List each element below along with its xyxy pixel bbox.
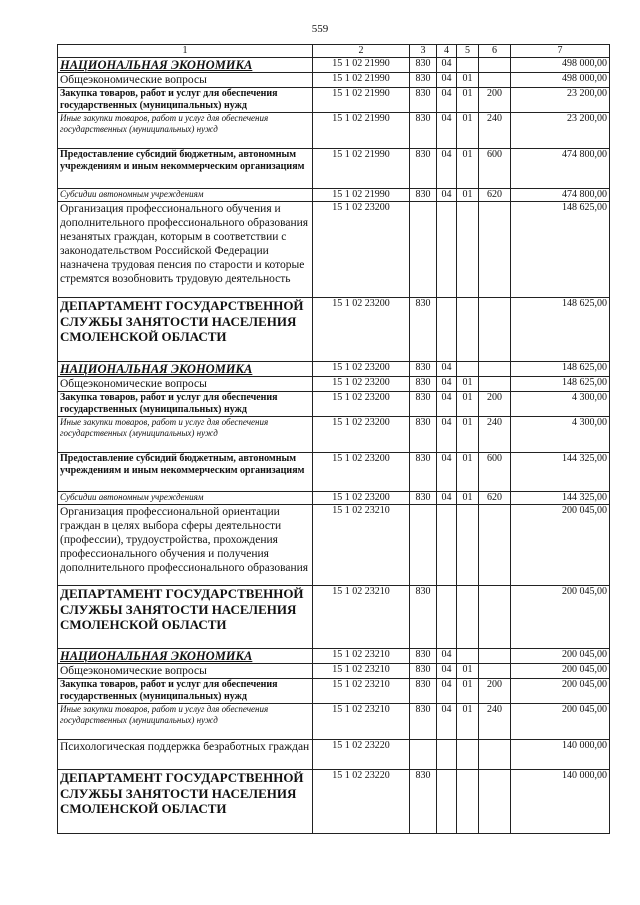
admin-code-cell: 830 [410, 189, 437, 202]
target-code-cell: 15 1 02 21990 [313, 73, 410, 88]
expense-kind-code-cell [479, 649, 511, 664]
target-code-cell: 15 1 02 23200 [313, 417, 410, 453]
expense-name-cell: Субсидии автономным учреждениям [58, 492, 313, 505]
expense-name-cell: Предоставление субсидий бюджетным, автономным учреждениям и иным некоммерческим организациям [58, 149, 313, 189]
target-code-cell: 15 1 02 23200 [313, 377, 410, 392]
subsection-code-cell: 01 [457, 189, 479, 202]
admin-code-cell: 830 [410, 377, 437, 392]
subsection-code-cell: 01 [457, 679, 479, 704]
expense-kind-code-cell [479, 202, 511, 298]
amount-cell: 148 625,00 [511, 202, 610, 298]
table-row [58, 362, 610, 377]
table-row [58, 392, 610, 417]
table-row [58, 417, 610, 453]
expense-name-cell: Иные закупки товаров, работ и услуг для обеспечения государственных (муниципальных) нужд [58, 113, 313, 149]
subsection-code-cell: 01 [457, 392, 479, 417]
target-code-cell: 15 1 02 21990 [313, 88, 410, 113]
expense-kind-code-cell: 600 [479, 453, 511, 492]
amount-cell: 148 625,00 [511, 377, 610, 392]
amount-cell: 498 000,00 [511, 58, 610, 73]
column-header: 7 [511, 45, 610, 58]
expense-name-cell: Закупка товаров, работ и услуг для обеспечения государственных (муниципальных) нужд [58, 392, 313, 417]
subsection-code-cell [457, 770, 479, 834]
amount-cell: 474 800,00 [511, 189, 610, 202]
expense-kind-code-cell [479, 586, 511, 649]
admin-code-cell: 830 [410, 770, 437, 834]
target-code-cell: 15 1 02 23220 [313, 740, 410, 770]
admin-code-cell: 830 [410, 649, 437, 664]
subsection-code-cell: 01 [457, 377, 479, 392]
section-code-cell [437, 298, 457, 362]
table-row [58, 505, 610, 586]
section-code-cell: 04 [437, 704, 457, 740]
column-header: 3 [410, 45, 437, 58]
table-row [58, 453, 610, 492]
admin-code-cell: 830 [410, 392, 437, 417]
subsection-code-cell: 01 [457, 492, 479, 505]
section-code-cell: 04 [437, 113, 457, 149]
subsection-code-cell: 01 [457, 73, 479, 88]
table-row [58, 189, 610, 202]
section-code-cell: 04 [437, 492, 457, 505]
subsection-code-cell: 01 [457, 664, 479, 679]
target-code-cell: 15 1 02 23210 [313, 586, 410, 649]
expense-kind-code-cell [479, 770, 511, 834]
target-code-cell: 15 1 02 23210 [313, 664, 410, 679]
amount-cell: 200 045,00 [511, 704, 610, 740]
expense-kind-code-cell [479, 298, 511, 362]
target-code-cell: 15 1 02 23210 [313, 704, 410, 740]
admin-code-cell: 830 [410, 58, 437, 73]
target-code-cell: 15 1 02 21990 [313, 58, 410, 73]
amount-cell: 140 000,00 [511, 770, 610, 834]
amount-cell: 148 625,00 [511, 362, 610, 377]
amount-cell: 200 045,00 [511, 664, 610, 679]
expense-name-cell: Общеэкономические вопросы [58, 73, 313, 88]
subsection-code-cell [457, 740, 479, 770]
target-code-cell: 15 1 02 23210 [313, 649, 410, 664]
section-code-cell: 04 [437, 392, 457, 417]
admin-code-cell: 830 [410, 88, 437, 113]
column-header: 1 [58, 45, 313, 58]
expense-name-cell: Общеэкономические вопросы [58, 377, 313, 392]
section-code-cell: 04 [437, 664, 457, 679]
section-code-cell: 04 [437, 362, 457, 377]
target-code-cell: 15 1 02 23200 [313, 298, 410, 362]
admin-code-cell: 830 [410, 453, 437, 492]
target-code-cell: 15 1 02 23200 [313, 492, 410, 505]
amount-cell: 140 000,00 [511, 740, 610, 770]
amount-cell: 144 325,00 [511, 492, 610, 505]
section-code-cell: 04 [437, 417, 457, 453]
expense-kind-code-cell: 240 [479, 704, 511, 740]
subsection-code-cell: 01 [457, 453, 479, 492]
section-code-cell: 04 [437, 73, 457, 88]
target-code-cell: 15 1 02 21990 [313, 189, 410, 202]
table-row [58, 202, 610, 298]
column-header: 5 [457, 45, 479, 58]
admin-code-cell: 830 [410, 586, 437, 649]
target-code-cell: 15 1 02 23200 [313, 453, 410, 492]
expense-name-cell: Иные закупки товаров, работ и услуг для обеспечения государственных (муниципальных) нужд [58, 704, 313, 740]
amount-cell: 144 325,00 [511, 453, 610, 492]
table-row [58, 149, 610, 189]
admin-code-cell: 830 [410, 362, 437, 377]
admin-code-cell: 830 [410, 417, 437, 453]
amount-cell: 148 625,00 [511, 298, 610, 362]
section-code-cell: 04 [437, 679, 457, 704]
target-code-cell: 15 1 02 23210 [313, 679, 410, 704]
expense-name-cell: Психологическая поддержка безработных граждан [58, 740, 313, 770]
table-row [58, 649, 610, 664]
admin-code-cell: 830 [410, 664, 437, 679]
target-code-cell: 15 1 02 21990 [313, 149, 410, 189]
subsection-code-cell: 01 [457, 149, 479, 189]
table-row [58, 298, 610, 362]
expense-name-cell: ДЕПАРТАМЕНТ ГОСУДАРСТВЕННОЙ СЛУЖБЫ ЗАНЯТОСТИ НАСЕЛЕНИЯ СМОЛЕНСКОЙ ОБЛАСТИ [58, 586, 313, 649]
expense-kind-code-cell [479, 505, 511, 586]
budget-table [57, 44, 610, 834]
expense-kind-code-cell [479, 740, 511, 770]
section-code-cell: 04 [437, 189, 457, 202]
admin-code-cell [410, 202, 437, 298]
table-row [58, 113, 610, 149]
expense-name-cell: Субсидии автономным учреждениям [58, 189, 313, 202]
table-row [58, 740, 610, 770]
table-row [58, 704, 610, 740]
table-row [58, 58, 610, 73]
table-row [58, 679, 610, 704]
expense-name-cell: НАЦИОНАЛЬНАЯ ЭКОНОМИКА [58, 649, 313, 664]
amount-cell: 23 200,00 [511, 113, 610, 149]
expense-kind-code-cell: 200 [479, 679, 511, 704]
expense-kind-code-cell: 600 [479, 149, 511, 189]
admin-code-cell [410, 740, 437, 770]
table-row [58, 492, 610, 505]
table-row [58, 88, 610, 113]
table-header-row [58, 45, 610, 58]
expense-kind-code-cell: 620 [479, 492, 511, 505]
expense-name-cell: Закупка товаров, работ и услуг для обеспечения государственных (муниципальных) нужд [58, 88, 313, 113]
table-row [58, 377, 610, 392]
page-number: 559 [311, 23, 329, 35]
target-code-cell: 15 1 02 23220 [313, 770, 410, 834]
subsection-code-cell: 01 [457, 704, 479, 740]
subsection-code-cell [457, 649, 479, 664]
amount-cell: 23 200,00 [511, 88, 610, 113]
target-code-cell: 15 1 02 21990 [313, 113, 410, 149]
section-code-cell: 04 [437, 377, 457, 392]
subsection-code-cell [457, 58, 479, 73]
section-code-cell: 04 [437, 88, 457, 113]
expense-name-cell: Общеэкономические вопросы [58, 664, 313, 679]
expense-name-cell: НАЦИОНАЛЬНАЯ ЭКОНОМИКА [58, 362, 313, 377]
admin-code-cell: 830 [410, 679, 437, 704]
table-row [58, 586, 610, 649]
subsection-code-cell [457, 202, 479, 298]
section-code-cell: 04 [437, 58, 457, 73]
target-code-cell: 15 1 02 23200 [313, 362, 410, 377]
amount-cell: 200 045,00 [511, 679, 610, 704]
table-row [58, 73, 610, 88]
expense-name-cell: Организация профессионального обучения и дополнительного профессионального образования незанятых граждан, которым в соответствии с законодательством Российской Федерации назначена трудовая пенсия по старости и которые стремятся возобновить трудовую деятельность [58, 202, 313, 298]
amount-cell: 498 000,00 [511, 73, 610, 88]
subsection-code-cell: 01 [457, 88, 479, 113]
admin-code-cell: 830 [410, 492, 437, 505]
target-code-cell: 15 1 02 23210 [313, 505, 410, 586]
expense-kind-code-cell: 200 [479, 88, 511, 113]
column-header: 6 [479, 45, 511, 58]
table-row [58, 770, 610, 834]
expense-name-cell: ДЕПАРТАМЕНТ ГОСУДАРСТВЕННОЙ СЛУЖБЫ ЗАНЯТОСТИ НАСЕЛЕНИЯ СМОЛЕНСКОЙ ОБЛАСТИ [58, 770, 313, 834]
amount-cell: 4 300,00 [511, 392, 610, 417]
expense-kind-code-cell [479, 664, 511, 679]
target-code-cell: 15 1 02 23200 [313, 392, 410, 417]
subsection-code-cell: 01 [457, 113, 479, 149]
section-code-cell: 04 [437, 453, 457, 492]
expense-name-cell: Иные закупки товаров, работ и услуг для обеспечения государственных (муниципальных) нужд [58, 417, 313, 453]
expense-kind-code-cell: 240 [479, 113, 511, 149]
expense-name-cell: ДЕПАРТАМЕНТ ГОСУДАРСТВЕННОЙ СЛУЖБЫ ЗАНЯТОСТИ НАСЕЛЕНИЯ СМОЛЕНСКОЙ ОБЛАСТИ [58, 298, 313, 362]
subsection-code-cell [457, 362, 479, 377]
admin-code-cell: 830 [410, 113, 437, 149]
section-code-cell: 04 [437, 649, 457, 664]
expense-kind-code-cell: 200 [479, 392, 511, 417]
expense-kind-code-cell: 620 [479, 189, 511, 202]
expense-name-cell: Организация профессиональной ориентации граждан в целях выбора сферы деятельности (профессии), трудоустройства, прохождения профессионального обучения и получения дополнительного профессионального образования [58, 505, 313, 586]
subsection-code-cell: 01 [457, 417, 479, 453]
column-header: 4 [437, 45, 457, 58]
admin-code-cell: 830 [410, 704, 437, 740]
column-header: 2 [313, 45, 410, 58]
subsection-code-cell [457, 298, 479, 362]
amount-cell: 200 045,00 [511, 586, 610, 649]
expense-kind-code-cell [479, 73, 511, 88]
target-code-cell: 15 1 02 23200 [313, 202, 410, 298]
section-code-cell [437, 505, 457, 586]
expense-kind-code-cell [479, 362, 511, 377]
expense-kind-code-cell: 240 [479, 417, 511, 453]
admin-code-cell: 830 [410, 149, 437, 189]
admin-code-cell [410, 505, 437, 586]
amount-cell: 474 800,00 [511, 149, 610, 189]
expense-kind-code-cell [479, 58, 511, 73]
section-code-cell [437, 770, 457, 834]
subsection-code-cell [457, 505, 479, 586]
section-code-cell [437, 740, 457, 770]
amount-cell: 200 045,00 [511, 505, 610, 586]
admin-code-cell: 830 [410, 73, 437, 88]
amount-cell: 4 300,00 [511, 417, 610, 453]
expense-name-cell: НАЦИОНАЛЬНАЯ ЭКОНОМИКА [58, 58, 313, 73]
section-code-cell: 04 [437, 149, 457, 189]
expense-name-cell: Предоставление субсидий бюджетным, автономным учреждениям и иным некоммерческим организациям [58, 453, 313, 492]
section-code-cell [437, 586, 457, 649]
expense-name-cell: Закупка товаров, работ и услуг для обеспечения государственных (муниципальных) нужд [58, 679, 313, 704]
expense-kind-code-cell [479, 377, 511, 392]
section-code-cell [437, 202, 457, 298]
amount-cell: 200 045,00 [511, 649, 610, 664]
admin-code-cell: 830 [410, 298, 437, 362]
table-row [58, 664, 610, 679]
subsection-code-cell [457, 586, 479, 649]
